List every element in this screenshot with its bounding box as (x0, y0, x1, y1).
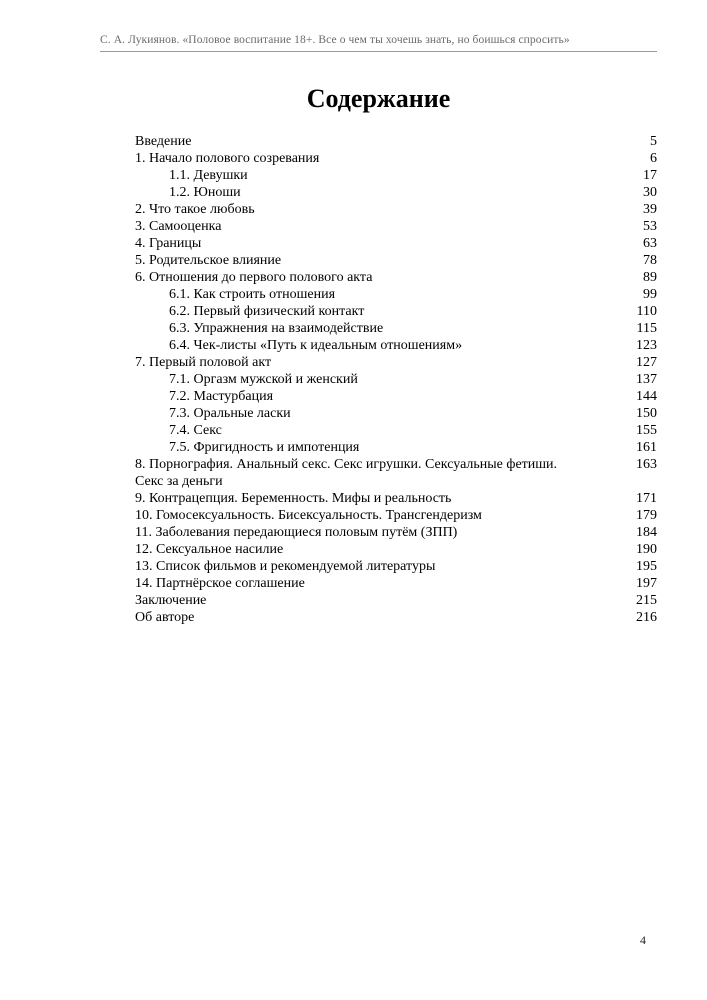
toc-entry-page: 53 (643, 219, 657, 234)
toc-entry-label: 14. Партнёрское соглашение (135, 576, 305, 591)
toc-entry-label: 7. Первый половой акт (135, 355, 272, 370)
toc-entry[interactable] (135, 320, 657, 337)
toc-entry-label: 7.1. Оргазм мужской и женский (169, 372, 358, 387)
toc-entry-page: 179 (636, 508, 657, 523)
toc-entry-label: 6.3. Упражнения на взаимодействие (169, 321, 384, 336)
toc-entry[interactable] (135, 439, 657, 456)
toc-entry[interactable] (135, 575, 657, 592)
toc-entry-label: Заключение (135, 593, 207, 608)
toc-entry-label: 9. Контрацепция. Беременность. Мифы и реальность (135, 491, 452, 506)
toc-entry-page: 155 (636, 423, 657, 438)
toc-entry-label: 10. Гомосексуальность. Бисексуальность. Трансгендеризм (135, 508, 482, 523)
toc-entry[interactable] (135, 286, 657, 303)
toc-entry-page: 127 (636, 355, 657, 370)
toc-entry-label: Введение (135, 134, 192, 149)
toc-entry[interactable] (135, 150, 657, 167)
toc-entry[interactable] (135, 235, 657, 252)
toc-entry-page: 6 (650, 151, 657, 166)
toc-entry-page: 17 (643, 168, 657, 183)
toc-entry-label: 13. Список фильмов и рекомендуемой литературы (135, 559, 436, 574)
toc-entry[interactable] (135, 371, 657, 388)
toc-entry[interactable] (135, 456, 657, 473)
toc-entry-label: 1. Начало полового созревания (135, 151, 320, 166)
toc-entry-page: 63 (643, 236, 657, 251)
toc-entry-page: 163 (636, 457, 657, 472)
toc-entry[interactable] (135, 133, 657, 150)
table-of-contents (135, 133, 657, 626)
toc-entry[interactable] (135, 201, 657, 218)
toc-entry-label: 6.1. Как строить отношения (169, 287, 336, 302)
toc-entry[interactable] (135, 388, 657, 405)
toc-entry-page: 184 (636, 525, 657, 540)
toc-entry-page: 215 (636, 593, 657, 608)
toc-entry[interactable] (135, 558, 657, 575)
toc-entry-label: 6.2. Первый физический контакт (169, 304, 365, 319)
toc-entry-page: 216 (636, 610, 657, 625)
toc-entry[interactable] (135, 507, 657, 524)
toc-entry-label: 1.2. Юноши (169, 185, 241, 200)
toc-entry[interactable] (135, 184, 657, 201)
toc-entry-page: 137 (636, 372, 657, 387)
running-header: С. А. Лукиянов. «Половое воспитание 18+. Все о чем ты хочешь знать, но боишься спросить» (100, 34, 570, 46)
toc-entry-label: Об авторе (135, 610, 195, 625)
toc-entry[interactable] (135, 303, 657, 320)
toc-entry-page: 110 (636, 304, 657, 319)
toc-entry[interactable] (135, 354, 657, 371)
toc-entry-label: 6. Отношения до первого полового акта (135, 270, 373, 285)
toc-entry-page: 123 (636, 338, 657, 353)
page-number: 4 (640, 933, 646, 947)
toc-entry-label: 3. Самооценка (135, 219, 222, 234)
toc-entry-label: Секс за деньги (135, 474, 223, 489)
toc-entry-page: 171 (636, 491, 657, 506)
toc-entry-page: 78 (643, 253, 657, 268)
toc-entry[interactable] (135, 490, 657, 507)
toc-entry-label: 6.4. Чек-листы «Путь к идеальным отношениям» (169, 338, 463, 353)
toc-entry-page: 195 (636, 559, 657, 574)
page-title: Содержание (306, 84, 451, 113)
toc-entry-page: 115 (636, 321, 657, 336)
toc-entry[interactable] (135, 167, 657, 184)
toc-entry[interactable] (135, 252, 657, 269)
toc-entry[interactable] (135, 269, 657, 286)
toc-entry-page: 99 (643, 287, 657, 302)
toc-entry[interactable] (135, 541, 657, 558)
toc-entry[interactable] (135, 524, 657, 541)
toc-entry-page: 89 (643, 270, 657, 285)
toc-entry-label: 7.5. Фригидность и импотенция (169, 440, 360, 455)
toc-entry-label: 1.1. Девушки (169, 168, 248, 183)
toc-entry-label: 11. Заболевания передающиеся половым путём (ЗПП) (135, 525, 458, 540)
toc-entry-label: 2. Что такое любовь (135, 202, 255, 217)
toc-entry-page: 30 (643, 185, 657, 200)
toc-entry-page: 161 (636, 440, 657, 455)
toc-entry[interactable] (135, 592, 657, 609)
toc-entry-page: 39 (643, 202, 657, 217)
toc-entry[interactable] (135, 405, 657, 422)
toc-entry[interactable] (135, 609, 657, 626)
toc-entry[interactable] (135, 218, 657, 235)
toc-entry-label: 7.2. Мастурбация (169, 389, 274, 404)
toc-entry-label: 5. Родительское влияние (135, 253, 282, 268)
toc-entry-page: 197 (636, 576, 657, 591)
toc-entry-label: 8. Порнография. Анальный секс. Секс игрушки. Сексуальные фетиши. (135, 457, 558, 472)
toc-entry-page: 144 (636, 389, 657, 404)
toc-entry-label: 7.3. Оральные ласки (169, 406, 291, 421)
toc-entry[interactable] (135, 473, 657, 490)
toc-entry-label: 7.4. Секс (169, 423, 222, 438)
toc-entry-label: 4. Границы (135, 236, 202, 251)
toc-entry-page: 150 (636, 406, 657, 421)
toc-entry-page: 190 (636, 542, 657, 557)
toc-entry-page: 5 (650, 134, 657, 149)
toc-entry[interactable] (135, 422, 657, 439)
toc-entry[interactable] (135, 337, 657, 354)
toc-entry-label: 12. Сексуальное насилие (135, 542, 284, 557)
header-rule (100, 51, 657, 52)
